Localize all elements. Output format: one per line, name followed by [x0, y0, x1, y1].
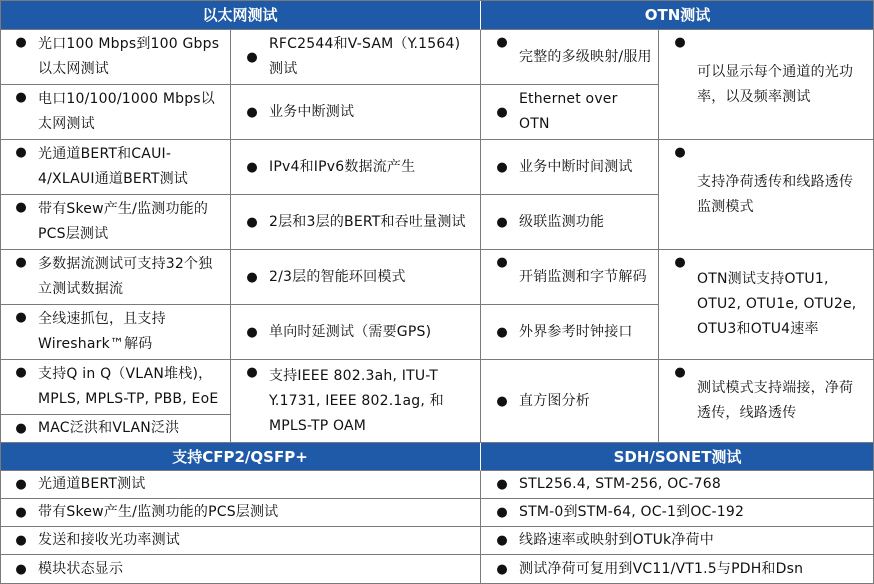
sdh-item: [481, 471, 874, 499]
otn-item: [481, 360, 659, 443]
otn-item: [659, 250, 874, 360]
bullet-icon: ●: [246, 269, 258, 285]
otn-item-text: 业务中断时间测试: [519, 158, 633, 175]
ethernet-item-text: 支持IEEE 802.3ah, ITU-T Y.1731, IEEE 802.1ag, 和MPLS-TP OAM: [269, 367, 444, 434]
ethernet-item-text: 全线速抓包，且支持Wireshark™解码: [38, 311, 166, 352]
sdh-item: [481, 555, 874, 584]
ethernet-item-text: 单向时延测试（需要GPS): [269, 323, 432, 340]
ethernet-item: [0, 250, 231, 305]
bullet-icon: ●: [674, 255, 686, 270]
bullet-icon: ●: [496, 35, 508, 50]
otn-item-text: 外界参考时钟接口: [519, 323, 633, 340]
otn-item-text: 开销监测和字节解码: [519, 268, 647, 285]
bullet-icon: ●: [496, 255, 508, 270]
sdh-sonet-header: [481, 443, 874, 471]
sdh-item: [481, 499, 874, 527]
ethernet-item: [231, 305, 481, 360]
otn-item: [481, 250, 659, 305]
ethernet-item: [231, 140, 481, 195]
ethernet-item-text: 支持Q in Q（VLAN堆栈)，MPLS, MPLS-TP, PBB, EoE: [38, 366, 219, 407]
sdh-sonet-title: SDH/SONET测试: [613, 448, 742, 466]
cfp-support-header: [0, 443, 481, 471]
bullet-icon: ●: [496, 477, 508, 492]
sdh-item-text: 线路速率或映射到OTUk净荷中: [519, 532, 714, 548]
cfp-item: [0, 527, 481, 555]
ethernet-item-text: 光通道BERT和CAUI-4/XLAUI通道BERT测试: [38, 146, 188, 187]
bullet-icon: ●: [496, 533, 508, 548]
sdh-item-text: STM-0到STM-64, OC-1到OC-192: [519, 504, 745, 520]
otn-item: [659, 360, 874, 443]
ethernet-item: [231, 30, 481, 85]
bullet-icon: ●: [15, 365, 27, 380]
otn-item-text: Ethernet over OTN: [519, 91, 618, 132]
cfp-item-text: 带有Skew产生/监测功能的PCS层测试: [38, 504, 279, 520]
otn-item-text: 可以显示每个通道的光功率，以及频率测试: [697, 63, 854, 105]
ethernet-item: [231, 360, 481, 443]
ethernet-item-text: 多数据流测试可支持32个独立测试数据流: [38, 256, 213, 297]
ethernet-item: [0, 415, 231, 443]
ethernet-item: [0, 30, 231, 85]
otn-item: [659, 30, 874, 140]
ethernet-item: [231, 250, 481, 305]
cfp-item: [0, 499, 481, 527]
bullet-icon: ●: [15, 35, 27, 50]
cfp-item-text: 模块状态显示: [38, 560, 124, 577]
bullet-icon: ●: [15, 505, 27, 520]
bullet-icon: ●: [246, 104, 258, 120]
ethernet-item-text: 带有Skew产生/监测功能的PCS层测试: [38, 201, 209, 242]
otn-item-text: 级联监测功能: [519, 213, 605, 230]
sdh-item-text: 测试净荷可复用到VC11/VT1.5与PDH和Dsn: [519, 560, 804, 577]
ethernet-item-text: MAC泛洪和VLAN泛洪: [38, 420, 180, 436]
otn-item: [481, 85, 659, 140]
bullet-icon: ●: [246, 324, 258, 340]
ethernet-item: [0, 305, 231, 360]
otn-item: [481, 305, 659, 360]
bullet-icon: ●: [674, 365, 686, 380]
otn-item: [481, 195, 659, 250]
bullet-icon: ●: [246, 49, 258, 65]
bullet-icon: ●: [496, 104, 508, 120]
bullet-icon: ●: [674, 145, 686, 160]
ethernet-item: [0, 140, 231, 195]
ethernet-item-text: IPv4和IPv6数据流产生: [269, 158, 416, 175]
bullet-icon: ●: [246, 214, 258, 230]
otn-item-text: 测试模式支持端接，净荷透传，线路透传: [697, 380, 854, 421]
bullet-icon: ●: [246, 159, 258, 175]
otn-item: [659, 140, 874, 250]
bullet-icon: ●: [15, 200, 27, 215]
sdh-item: [481, 527, 874, 555]
bullet-icon: ●: [496, 505, 508, 520]
ethernet-item: [0, 360, 231, 415]
ethernet-item-text: 2层和3层的BERT和吞吐量测试: [269, 213, 466, 230]
otn-test-header: [481, 0, 874, 30]
otn-item: [481, 140, 659, 195]
bullet-icon: ●: [496, 159, 508, 175]
cfp-item-text: 光通道BERT测试: [38, 476, 146, 492]
bullet-icon: ●: [496, 393, 508, 409]
cfp-item-text: 发送和接收光功率测试: [38, 532, 180, 548]
cfp-support-title: 支持CFP2/QSFP+: [172, 448, 308, 466]
bullet-icon: ●: [496, 561, 508, 577]
cfp-item: [0, 555, 481, 584]
bullet-icon: ●: [15, 310, 27, 325]
otn-item-text: OTN测试支持OTU1, OTU2, OTU1e, OTU2e, OTU3和OTU4速率: [697, 271, 857, 337]
sdh-item-text: STL256.4, STM-256, OC-768: [519, 476, 721, 492]
bullet-icon: ●: [246, 365, 258, 380]
bullet-icon: ●: [496, 214, 508, 230]
bullet-icon: ●: [15, 477, 27, 492]
bullet-icon: ●: [15, 255, 27, 270]
bullet-icon: ●: [15, 90, 27, 105]
otn-item: [481, 30, 659, 85]
bullet-icon: ●: [674, 35, 686, 50]
otn-item-text: 支持净荷透传和线路透传监测模式: [697, 173, 854, 215]
ethernet-item-text: 业务中断测试: [269, 103, 355, 120]
ethernet-item-text: 电口10/100/1000 Mbps以太网测试: [38, 91, 215, 132]
bullet-icon: ●: [15, 145, 27, 160]
ethernet-item: [231, 195, 481, 250]
otn-item-text: 完整的多级映射/服用: [519, 48, 652, 65]
ethernet-test-header: [0, 0, 481, 30]
otn-test-title: OTN测试: [644, 6, 711, 24]
ethernet-item: [0, 195, 231, 250]
ethernet-item-text: 2/3层的智能环回模式: [269, 268, 406, 285]
cfp-item: [0, 471, 481, 499]
ethernet-test-title: 以太网测试: [202, 6, 278, 24]
ethernet-item: [231, 85, 481, 140]
bullet-icon: ●: [496, 324, 508, 340]
ethernet-item-text: 光口100 Mbps到100 Gbps以太网测试: [38, 36, 220, 77]
ethernet-item: [0, 85, 231, 140]
bullet-icon: ●: [15, 561, 27, 577]
otn-item-text: 直方图分析: [519, 392, 590, 409]
ethernet-item-text: RFC2544和V-SAM（Y.1564)测试: [269, 36, 461, 77]
bullet-icon: ●: [15, 533, 27, 548]
bullet-icon: ●: [15, 421, 27, 436]
